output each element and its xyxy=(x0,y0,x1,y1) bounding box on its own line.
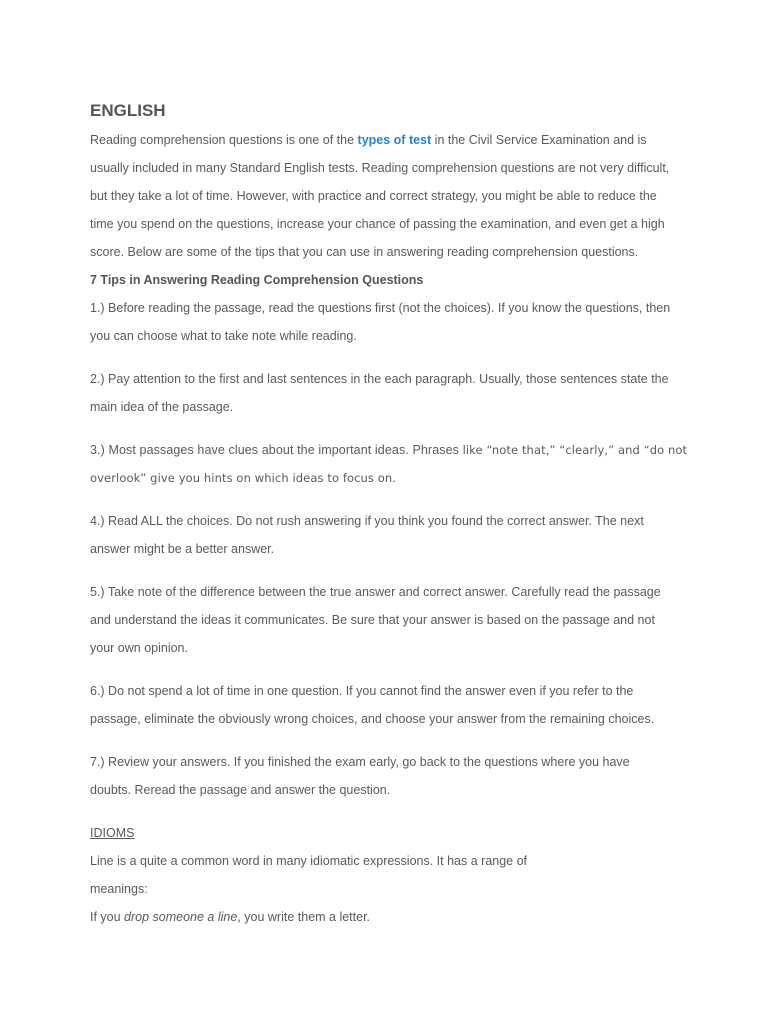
tip-6: 6.) Do not spend a lot of time in one question. If you cannot find the answer even if you refer to the passage, eliminate the obviously wrong choices, and choose your answer from the remaining choices. xyxy=(90,684,655,726)
idioms-line-2: meanings: xyxy=(90,882,148,896)
tip-7: 7.) Review your answers. If you finished the exam early, go back to the questions where you have doubts. Reread the passage and answer the question. xyxy=(90,755,630,797)
intro-line-1: Reading comprehension questions is one of the types of test in the Civil Service Examination and is xyxy=(90,133,647,147)
idioms-line-1: Line is a quite a common word in many idiomatic expressions. It has a range of xyxy=(90,854,528,868)
document-page xyxy=(90,98,690,931)
idioms-section xyxy=(90,819,690,931)
tip-5: 5.) Take note of the difference between the true answer and correct answer. Carefully read the passage and understand the ideas it communicates. Be sure that your answer is based on the passage and not your own opinion. xyxy=(90,585,661,655)
page-title: ENGLISH xyxy=(90,101,166,120)
tip-1: 1.) Before reading the passage, read the questions first (not the choices). If you know the questions, then you can choose what to take note while reading. xyxy=(90,301,671,343)
tip-3: 3.) Most passages have clues about the important ideas. Phrases like “note that,” “clearly,” and “do not overlook” give you hints on which ideas to focus on. xyxy=(90,443,688,485)
tip-4: 4.) Read ALL the choices. Do not rush answering if you think you found the correct answer. The next answer might be a better answer. xyxy=(90,514,644,556)
intro-paragraph xyxy=(90,126,690,266)
types-of-test-link[interactable]: types of test xyxy=(357,133,432,147)
idioms-example: If you drop someone a line, you write them a letter. xyxy=(90,910,371,924)
idiom-phrase: drop someone a line xyxy=(124,910,238,924)
tips-heading: 7 Tips in Answering Reading Comprehension Questions xyxy=(90,273,424,287)
intro-line-2: usually included in many Standard English tests. Reading comprehension questions are not very difficult, xyxy=(90,161,670,175)
tip-2: 2.) Pay attention to the first and last sentences in the each paragraph. Usually, those sentences state the main idea of the passage. xyxy=(90,372,669,414)
idioms-heading: IDIOMS xyxy=(90,826,135,840)
intro-line-5: score. Below are some of the tips that you can use in answering reading comprehension questions. xyxy=(90,245,639,259)
intro-line-3: but they take a lot of time. However, with practice and correct strategy, you might be able to reduce the xyxy=(90,189,657,203)
intro-line-4: time you spend on the questions, increase your chance of passing the examination, and even get a high xyxy=(90,217,665,231)
